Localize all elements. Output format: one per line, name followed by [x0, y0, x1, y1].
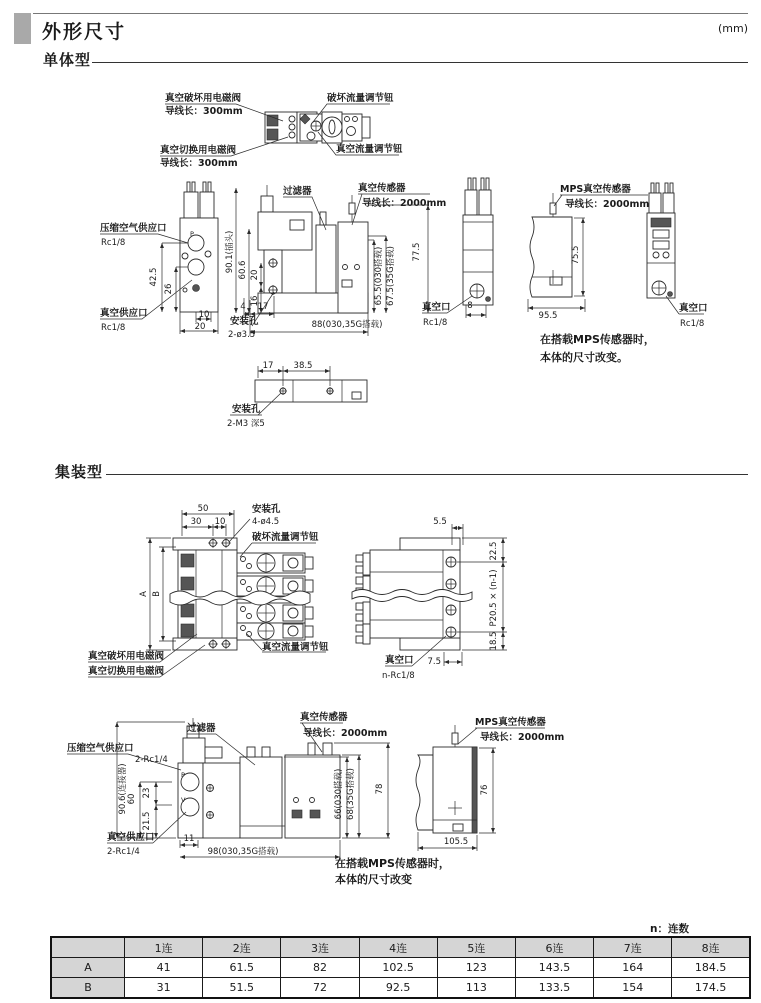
dim-95-5: 95.5	[538, 311, 558, 321]
label-break-valve: 真空破坏用电磁阀	[165, 93, 242, 104]
label-vac-port-size: Rc1/8	[423, 318, 448, 328]
single-mps-front-view	[647, 183, 708, 329]
manifold-front-view	[67, 711, 390, 860]
dim-78: 78	[375, 783, 385, 795]
dim-20b: 20	[250, 269, 260, 281]
dim-23: 23	[142, 787, 152, 799]
dim-pitch: P20.5 × (n-1)	[489, 569, 499, 627]
port-p-mark: P	[190, 230, 194, 238]
dim-a: A	[139, 591, 149, 597]
single-side-view	[224, 182, 446, 340]
dim-21-5: 21.5	[142, 811, 152, 831]
label-air-supply-manifold: 压缩空气供应口	[67, 743, 134, 754]
label-mps-manifold-lead: 导线长：2000mm	[480, 732, 565, 743]
single-mps-note-1: 在搭载MPS传感器时，	[540, 333, 655, 346]
label-vac-supply-manifold: 真空供应口	[107, 832, 155, 843]
table-cell: 164	[594, 958, 672, 978]
label-break-knob-manifold: 破坏流量调节钮	[252, 532, 319, 543]
dim-75-5: 75.5	[571, 245, 581, 265]
dim-4: 4	[240, 302, 246, 312]
table-cell: 41	[125, 958, 203, 978]
dim-17: 17	[257, 302, 269, 312]
label-mount: 安装孔	[230, 316, 259, 327]
table-cell: 174.5	[672, 978, 750, 999]
label-vacuum-knob-manifold: 真空流量调节钮	[262, 642, 329, 653]
table-cell: 154	[594, 978, 672, 999]
dim-5-5: 5.5	[433, 517, 447, 527]
dim-68: 68(35G搭载)	[346, 768, 356, 820]
dim-67-5: 67.5(35G搭载)	[386, 246, 396, 306]
section-rule-single	[92, 62, 748, 63]
label-air-supply: 压缩空气供应口	[100, 223, 167, 234]
table-cell: 102.5	[359, 958, 437, 978]
dim-30: 30	[190, 517, 202, 527]
manifold-side-stubs	[356, 553, 370, 644]
row-label: B	[51, 978, 125, 999]
port-p-mark-manifold: P	[181, 771, 185, 779]
port-v-mark-manifold: V	[181, 796, 186, 804]
label-break-valve-lead: 导线长：300mm	[165, 106, 243, 117]
table-cell: 82	[281, 958, 359, 978]
label-vac-port-mps-size: Rc1/8	[680, 319, 705, 329]
label-mps-lead: 导线长：2000mm	[565, 199, 650, 210]
single-front-view	[100, 182, 218, 334]
label-filter: 过滤器	[283, 186, 312, 197]
connection-dimension-table	[50, 936, 751, 999]
label-vacuum-knob: 真空流量调节钮	[336, 144, 403, 155]
table-cell: 31	[125, 978, 203, 999]
dim-66: 66(030搭载)	[334, 768, 344, 820]
table-header-cell: 5连	[437, 937, 515, 958]
section-heading-manifold: 集装型	[55, 463, 104, 481]
section-rule-manifold	[106, 474, 748, 475]
label-filter-manifold: 过滤器	[187, 723, 216, 734]
table-cell: 133.5	[515, 978, 593, 999]
label-sensor-lead: 导线长：2000mm	[362, 198, 447, 209]
dim-90-1: 90.1(插头)	[225, 230, 235, 274]
section-marker-block	[14, 13, 31, 44]
section-heading-single: 单体型	[43, 51, 92, 69]
dim-20: 20	[194, 322, 206, 332]
label-break-valve-manifold: 真空破坏用电磁阀	[88, 651, 165, 662]
table-cell: 123	[437, 958, 515, 978]
label-vac-port-manifold: 真空口	[385, 655, 414, 666]
table-header-cell: 8连	[672, 937, 750, 958]
label-break-knob: 破坏流量调节钮	[327, 93, 394, 104]
single-top-view	[160, 92, 403, 169]
table-header-cell: 7连	[594, 937, 672, 958]
dim-88: 88(030,35G搭载)	[311, 320, 383, 330]
dim-17-bottom: 17	[262, 361, 274, 371]
label-mount-manifold-size: 4-ø4.5	[252, 517, 280, 527]
manifold-side-view	[352, 517, 507, 681]
dim-77-5: 77.5	[412, 242, 422, 262]
label-air-supply-size: Rc1/8	[101, 238, 126, 248]
single-mps-side-view	[528, 183, 649, 321]
dim-50: 50	[197, 504, 209, 514]
label-vac-port: 真空口	[422, 302, 451, 313]
label-mount-bottom: 安装孔	[232, 404, 261, 415]
table-cell: 92.5	[359, 978, 437, 999]
label-mount-manifold: 安装孔	[252, 504, 281, 515]
label-switch-valve-lead: 导线长：300mm	[160, 158, 238, 169]
label-air-supply-manifold-size: 2-Rc1/4	[135, 755, 168, 765]
label-vac-port-manifold-size: n-Rc1/8	[382, 671, 415, 681]
single-bottom-view	[227, 361, 367, 429]
page-title: 外形尺寸	[42, 21, 127, 43]
table-header-cell: 1连	[125, 937, 203, 958]
dim-65-5: 65.5(030搭载)	[374, 246, 384, 306]
table-cell: 113	[437, 978, 515, 999]
single-type-drawing	[0, 80, 761, 440]
dim-7-5: 7.5	[427, 657, 441, 667]
label-vac-supply-manifold-size: 2-Rc1/4	[107, 847, 140, 857]
label-switch-valve: 真空切换用电磁阀	[160, 145, 237, 156]
dim-11: 11	[183, 834, 195, 844]
label-mount-bottom-size: 2-M3 深5	[227, 419, 265, 429]
label-mount-size: 2-ø3.5	[228, 330, 256, 340]
label-mps-manifold: MPS真空传感器	[475, 717, 546, 728]
label-mps-sensor: MPS真空传感器	[560, 184, 631, 195]
table-header-cell: 2连	[203, 937, 281, 958]
single-mps-note-2: 本体的尺寸改变。	[540, 351, 628, 364]
unit-label: (mm)	[718, 22, 749, 35]
table-note: n：连数	[650, 923, 689, 935]
table-header-cell: 3连	[281, 937, 359, 958]
manifold-mps-note-1: 在搭载MPS传感器时，	[335, 857, 450, 870]
row-label: A	[51, 958, 125, 978]
manifold-mps-note-2: 本体的尺寸改变	[335, 873, 412, 886]
table-row-b	[51, 978, 750, 999]
dim-60: 60	[127, 793, 137, 805]
dim-76: 76	[480, 784, 490, 796]
manifold-mps-view	[416, 716, 564, 851]
table-header-row	[51, 937, 750, 958]
table-header-cell: 4连	[359, 937, 437, 958]
dim-98: 98(030,35G搭载)	[207, 847, 279, 857]
label-sensor-manifold: 真空传感器	[300, 712, 348, 723]
table-header-cell: 6连	[515, 937, 593, 958]
dim-10-top: 10	[214, 517, 226, 527]
dim-26: 26	[164, 283, 174, 295]
dim-10: 10	[198, 310, 210, 320]
label-vac-supply: 真空供应口	[100, 308, 148, 319]
manifold-top-view	[88, 503, 329, 677]
dim-105-5: 105.5	[443, 837, 469, 847]
dim-38-5: 38.5	[293, 361, 313, 371]
dim-22-5: 22.5	[489, 541, 499, 561]
table-cell: 72	[281, 978, 359, 999]
manifold-drawing-main	[0, 488, 761, 890]
dim-8: 8	[467, 301, 473, 311]
dim-18-5: 18.5	[489, 631, 499, 651]
table-cell: 143.5	[515, 958, 593, 978]
dim-42-5: 42.5	[149, 267, 159, 287]
table-row-a	[51, 958, 750, 978]
table-cell: 51.5	[203, 978, 281, 999]
dim-90-6: 90.6(连接器)	[118, 763, 128, 815]
top-rule	[33, 13, 748, 14]
dim-16: 16	[250, 295, 260, 307]
label-switch-valve-manifold: 真空切换用电磁阀	[88, 666, 165, 677]
label-sensor: 真空传感器	[358, 183, 406, 194]
table-cell: 61.5	[203, 958, 281, 978]
table-cell: 184.5	[672, 958, 750, 978]
table-header-cell	[51, 937, 125, 958]
dim-60-6: 60.6	[238, 260, 248, 280]
label-sensor-lead-manifold: 导线长：2000mm	[303, 728, 388, 739]
label-vac-supply-size: Rc1/8	[101, 323, 126, 333]
dim-b: B	[152, 591, 162, 597]
label-vac-port-mps: 真空口	[679, 303, 708, 314]
